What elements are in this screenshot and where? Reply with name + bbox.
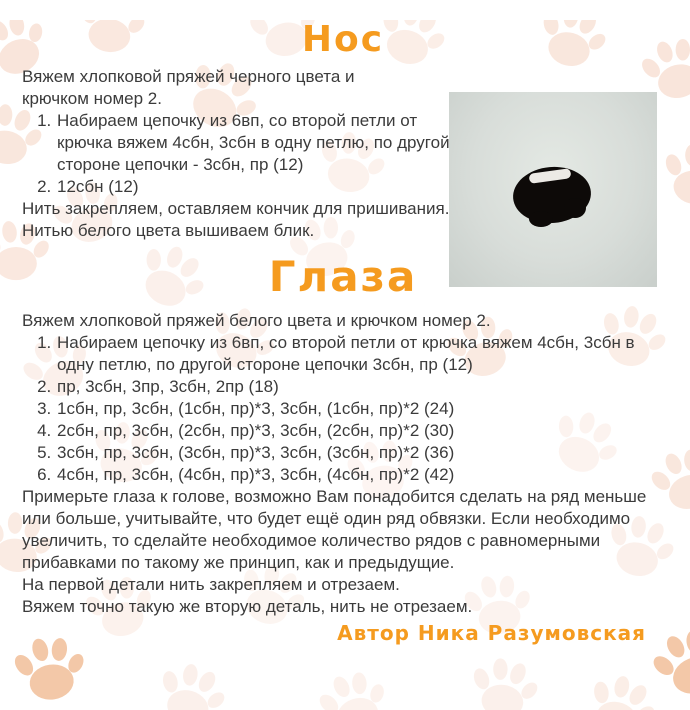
- paw-icon: [578, 666, 665, 710]
- eyes-note: Вяжем точно такую же вторую деталь, нить не отрезаем.: [22, 596, 473, 616]
- nose-note: Нитью белого цвета вышиваем блик.: [22, 220, 315, 240]
- step-item: 3. 1сбн, пр, 3сбн, (1сбн, пр)*3, 3сбн, (1сбн, пр)*2 (24): [56, 398, 664, 420]
- nose-section-title: Нос: [301, 19, 385, 60]
- paw-icon: [311, 663, 397, 710]
- step-item: 4. 2сбн, пр, 3сбн, (2сбн, пр)*3, 3сбн, (2сбн, пр)*2 (30): [56, 420, 664, 442]
- nose-steps-list: [22, 110, 452, 198]
- nose-intro: Вяжем хлопковой пряжей черного цвета и крючком номер 2.: [22, 66, 355, 108]
- step-item: 1. Набираем цепочку из 6вп, со второй петли от крючка вяжем 4сбн, 3сбн в одну петлю, по другой стороне цепочки 3сбн, пр (12): [56, 332, 664, 376]
- eyes-steps-list: [22, 332, 664, 486]
- step-item: 5. 3сбн, пр, 3сбн, (3сбн, пр)*3, 3сбн, (3сбн, пр)*2 (36): [56, 442, 664, 464]
- step-item: 2. 12сбн (12): [56, 176, 452, 198]
- eyes-note: Примерьте глаза к голове, возможно Вам понадобится сделать на ряд меньше или больше, учитывайте, что будет ещё один ряд обвязки. Если необходимо увеличить, то сделайте необходимое количество рядов с равномерными прибавками по такому же принцип, как и предыдущие.: [22, 486, 647, 572]
- author-signature: Автор Ника Разумовская: [337, 620, 646, 645]
- eyes-note: На первой детали нить закрепляем и отрезаем.: [22, 574, 400, 594]
- pattern-page: [0, 20, 690, 646]
- paw-icon: [465, 654, 544, 710]
- step-item: 2. пр, 3сбн, 3пр, 3сбн, 2пр (18): [56, 376, 664, 398]
- nose-note: Нить закрепляем, оставляем кончик для пришивания.: [22, 198, 450, 218]
- eyes-section: [22, 310, 664, 618]
- step-item: 1. Набираем цепочку из 6вп, со второй петли от крючка вяжем 4сбн, 3сбн в одну петлю, по другой стороне цепочки - 3сбн, пр (12): [56, 110, 452, 176]
- step-item: 6. 4сбн, пр, 3сбн, (4сбн, пр)*3, 3сбн, (4сбн, пр)*2 (42): [56, 464, 664, 486]
- eyes-intro: Вяжем хлопковой пряжей белого цвета и крючком номер 2.: [22, 310, 491, 330]
- eyes-section-title: Глаза: [268, 251, 418, 301]
- paw-icon: [149, 656, 234, 710]
- nose-section: [22, 66, 452, 242]
